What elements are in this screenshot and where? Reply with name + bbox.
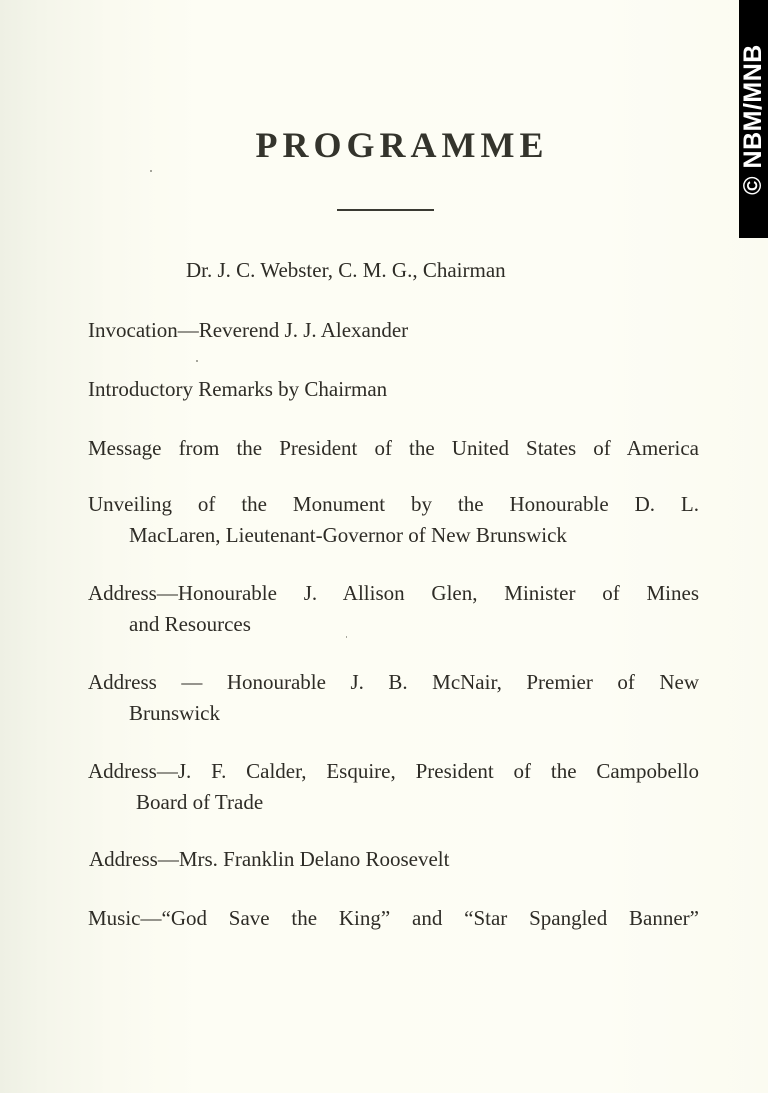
programme-item-invocation <box>88 315 699 346</box>
page-title: PROGRAMME <box>255 125 549 165</box>
item-line-continuation: MacLaren, Lieutenant-Governor of New Brunswick <box>129 523 567 547</box>
programme-item-address-calder <box>88 756 699 818</box>
item-line-continuation: Board of Trade <box>136 790 264 814</box>
paper-speck <box>150 170 152 172</box>
item-line-continuation: Brunswick <box>129 701 220 725</box>
item-line: Music—“God Save the King” and “Star Spangled Banner” <box>88 906 699 930</box>
programme-item-unveiling <box>88 489 699 551</box>
item-line: Address—J. F. Calder, Esquire, President of the Campobello <box>88 759 699 783</box>
programme-item-music <box>88 903 699 934</box>
item-line: Address—Honourable J. Allison Glen, Minister of Mines <box>88 581 699 605</box>
item-line: Unveiling of the Monument by the Honourable D. L. <box>88 492 699 516</box>
programme-item-address-mcnair <box>88 667 699 729</box>
item-line: Address — Honourable J. B. McNair, Premier of New <box>88 670 699 694</box>
item-line-continuation: and Resources <box>129 612 251 636</box>
item-line: Message from the President of the United States of America <box>88 436 699 460</box>
chairman-line: Dr. J. C. Webster, C. M. G., Chairman <box>186 258 506 282</box>
title-divider <box>337 209 434 211</box>
paper-speck <box>196 360 198 362</box>
programme-item-address-glen <box>88 578 699 640</box>
copyright-watermark <box>739 0 768 238</box>
watermark-text: © NBM/MNB <box>739 43 767 195</box>
item-line: Introductory Remarks by Chairman <box>88 377 388 401</box>
item-line: Address—Mrs. Franklin Delano Roosevelt <box>89 847 450 871</box>
item-line: Invocation—Reverend J. J. Alexander <box>88 318 409 342</box>
programme-item-introductory-remarks <box>88 374 699 405</box>
programme-item-address-roosevelt <box>89 844 700 875</box>
programme-item-presidential-message <box>88 433 699 464</box>
paper-speck <box>346 636 347 638</box>
